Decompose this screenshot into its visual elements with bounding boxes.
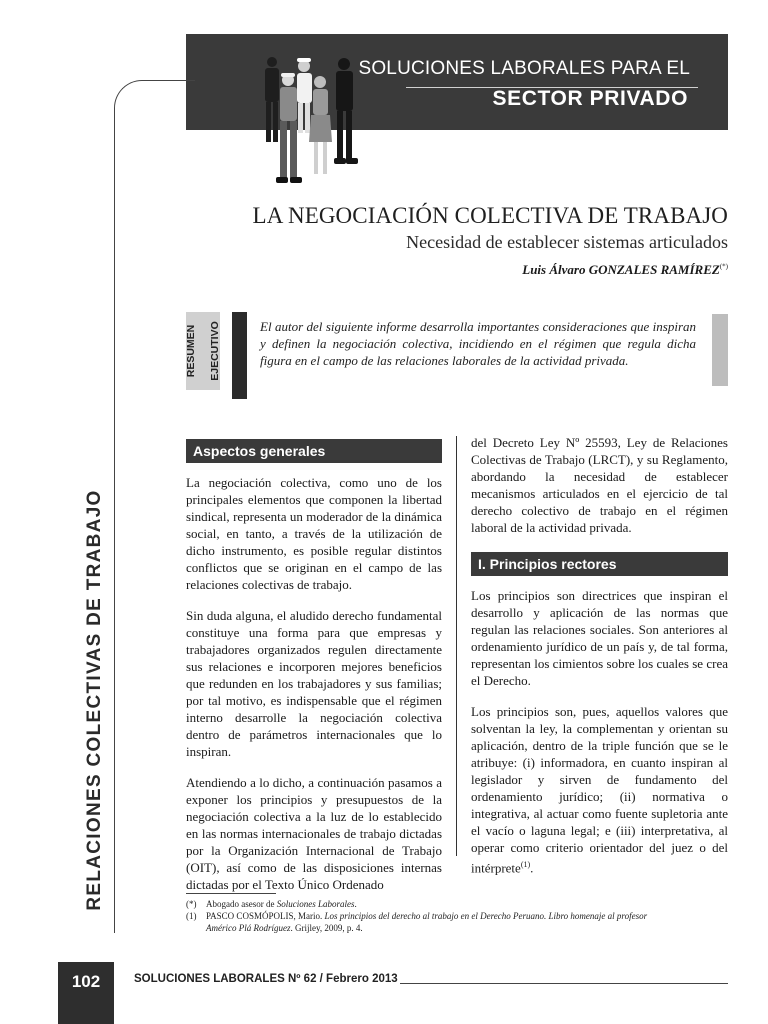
page-number: 102 (71, 972, 101, 991)
footnote-part: Abogado asesor de (206, 899, 277, 909)
footnote-part: Soluciones Laborales (276, 899, 355, 909)
right-column-bottom (471, 587, 728, 890)
footnote-part: . (354, 899, 357, 909)
author-note-ref: (*) (719, 262, 728, 271)
professionals-illustration (252, 52, 368, 186)
footnotes (186, 898, 728, 934)
section-heading-principios: I. Principios rectores (471, 552, 728, 576)
resumen-label-line1: RESUMEN (185, 324, 197, 378)
footnote-part: PASCO COSMÓPOLIS, Mario. (206, 911, 325, 921)
footnote-mark: (*) (186, 899, 197, 909)
left-column (186, 474, 442, 907)
banner-title-line1: SOLUCIONES LABORALES PARA EL (358, 58, 690, 79)
column-divider (456, 436, 457, 856)
resumen-bar (232, 312, 247, 399)
frame-line (114, 118, 115, 933)
footnote-rule (186, 893, 276, 894)
footnote (186, 898, 728, 910)
side-label-text: RELACIONES COLECTIVAS DE TRABAJO (84, 489, 105, 911)
paragraph: Los principios son directrices que inspiran el desarrollo y aplicación de las normas que regulan las relaciones sociales. Son anteriores al ordenamiento jurídico de un país y, de tal forma, representan los cimientos sobre los cuales se crea el Derecho. (471, 588, 728, 688)
author-name: Luis Álvaro GONZALES RAMÍREZ (522, 262, 720, 277)
footnote-part: Los principios del derecho al trabajo en el Derecho Peruano. Libro homenaje al profesor (324, 911, 648, 921)
article-subtitle: Necesidad de establecer sistemas articulados (406, 232, 728, 252)
right-column-top (471, 434, 728, 550)
footer-rule (400, 983, 728, 984)
paragraph-text: Los principios son, pues, aquellos valores que solventan la ley, la complementan y orientan su aplicación, dentro de la triple función que se le atribuye: (i) informadora, en cuanto inspiran al legislador y sirven de fundamento del ordenamiento jurídico; (ii) normativa o integrativa, al actuar como fuente supletoria ante el vacío o laguna legal; e (iii) interpretativa, al operar como criterio orientador del juez o del intérprete (471, 704, 728, 876)
paragraph (471, 703, 728, 876)
footnote (186, 910, 728, 922)
paragraph: Sin duda alguna, el aludido derecho fundamental constituye una forma para que empresas y trabajadores organizados regulen directamente sus relaciones e incorporen mejores beneficios que redunden en los trabajadores y sus familias; por tal motivo, es indispensable que el régimen interno desarrolle la negociación colectiva dentro de parámetros internacionales que lo inspiran. (186, 608, 442, 759)
article-author (300, 262, 728, 278)
paragraph: del Decreto Ley Nº 25593, Ley de Relaciones Colectivas de Trabajo (LRCT), y su Reglamento, abordando la necesidad de establecer mecanismos articulados en el ejercicio de tal derecho colectivo de trabajo en el régimen laboral de la actividad privada. (471, 435, 728, 535)
footnote-continuation (186, 922, 728, 934)
banner-title-line2: SECTOR PRIVADO (492, 87, 688, 110)
footnote-text (206, 910, 728, 922)
abstract-text: El autor del siguiente informe desarrolla importantes consideraciones que inspiran y definen la negociación colectiva, incidiendo en el régimen que regula dicha figura en el campo de las relaciones laborales de la actividad privada. (260, 319, 696, 368)
paragraph-end: . (530, 860, 534, 876)
footnote-text (206, 898, 728, 910)
footnote-ref: (1) (520, 860, 531, 869)
section-heading-aspectos: Aspectos generales (186, 439, 442, 463)
footnote-part: . Grijley, 2009, p. 4. (290, 923, 363, 933)
resumen-label-line2: EJECUTIVO (209, 321, 221, 381)
frame-curve (114, 80, 195, 121)
paragraph: Atendiendo a lo dicho, a continuación pasamos a exponer los principios y presupuestos de la negociación colectiva a la luz de lo establecido en las normas internacionales de trabajo dictadas por la Organización Internacional de Trabajo (OIT), así como de las disposiciones internas dictadas por el Texto Único Ordenado (186, 775, 442, 892)
article-title: LA NEGOCIACIÓN COLECTIVA DE TRABAJO (252, 203, 728, 228)
footnote-part: Américo Plá Rodríguez (206, 923, 291, 933)
footnote-mark: (1) (186, 911, 197, 921)
abstract-side-bar (712, 314, 728, 386)
paragraph: La negociación colectiva, como uno de los principales elementos que componen la libertad sindical, representa un moderador de la dinámica social, en tanto, a través de la utilización de dicho instrumento, es posible regular distintos conflictos que se originan en el campo de las relaciones colectivas de trabajo. (186, 475, 442, 592)
publication-info: SOLUCIONES LABORALES Nº 62 / Febrero 2013 (134, 973, 398, 985)
